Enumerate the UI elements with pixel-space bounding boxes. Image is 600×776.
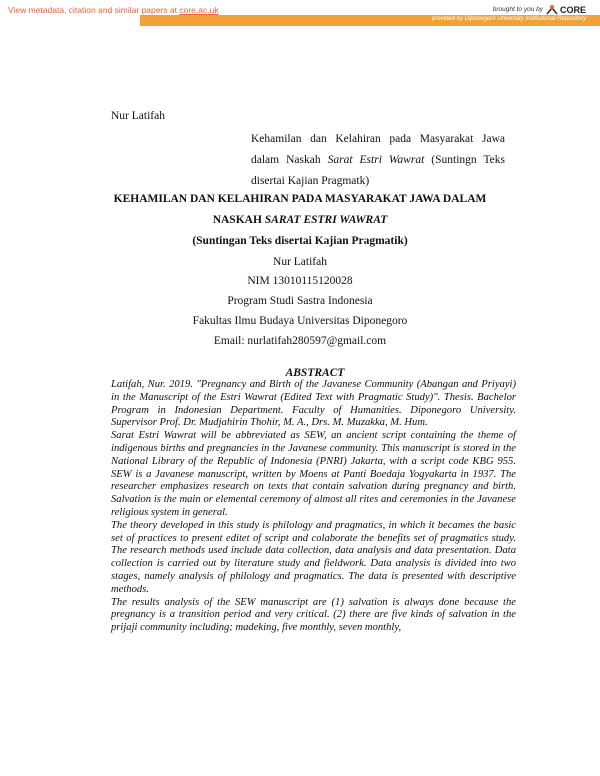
core-link[interactable]: core.ac.uk [179, 5, 219, 15]
abstract-heading: ABSTRACT [285, 367, 345, 379]
title-line-2 [0, 214, 600, 226]
core-banner [0, 0, 600, 28]
provider-band [140, 15, 600, 26]
running-title-italic: Sarat Estri Wawrat [327, 154, 425, 166]
core-label: CORE [559, 4, 586, 15]
study-program: Program Studi Sastra Indonesia [227, 295, 373, 307]
provided-by-text: provided by Diponegoro University Institutional Repository [431, 16, 586, 22]
metadata-text: View metadata, citation and similar papers at [8, 5, 180, 15]
faculty: Fakultas Ilmu Budaya Universitas Diponegoro [192, 315, 408, 327]
abstract-body [111, 379, 516, 635]
email: Email: nurlatifah280597@gmail.com [213, 335, 387, 347]
metadata-link-line[interactable] [8, 5, 219, 15]
core-logo[interactable] [546, 4, 586, 15]
abstract-paragraph: The theory developed in this study is philology and pragmatics, in which it becames the basic set of practices to present editet of script and colaborate the benefits set of pragmatics study. The research methods used include data collection, data analysis and data presentation. Data collection is carried out by literature study and fieldwork. Data analysis is divided into two stages, namely analysis of philology and pragmatics. The data is presented with descriptive methods. [111, 519, 516, 595]
brought-to-you-text: brought to you by [492, 6, 543, 13]
header-author: Nur Latifah [111, 110, 165, 122]
running-title-pre: Kehamilan dan Kelahiran pada Masyarakat Jawa dalam Naskah [251, 133, 505, 166]
author-nim: NIM 13010115120028 [247, 275, 353, 287]
core-logo-icon [546, 4, 558, 15]
title-line-2-pre: NASKAH [212, 214, 265, 226]
brought-by [493, 4, 586, 15]
abstract-paragraph: Sarat Estri Wawrat will be abbreviated as SEW, an ancient script containing the theme of indigenous births and pregnancies in the Javanese community. This manuscript is stored in the National Library of the Republic of Indonesia (PNRI) Jakarta, with a script code KBG 955. SEW is a Javanese manuscript, written by Moens at Panti Boedaja Yogyakarta in 1937. The researcher emphasizes research on texts that contain salvation during pregnancy and birth. Salvation is the main or elemental ceremony of almost all rites and ceremonies in the Javanese religious system in general. [111, 430, 516, 518]
abstract-paragraph: The results analysis of the SEW manuscript are (1) salvation is always done because the pregnancy is a transition period and very critical. (2) there are five kinds of salvation in the prijaji community including; madeking, five monthly, seven monthly, [111, 596, 516, 634]
running-title [251, 129, 505, 192]
subtitle: (Suntingan Teks disertai Kajian Pragmatik) [192, 235, 408, 247]
title-line-1: KEHAMILAN DAN KELAHIRAN PADA MASYARAKAT JAWA DALAM [113, 193, 487, 205]
title-line-2-italic: SARAT ESTRI WAWRAT [264, 214, 388, 226]
author-name: Nur Latifah [273, 256, 327, 268]
abstract-paragraph: Latifah, Nur. 2019. "Pregnancy and Birth of the Javanese Community (Abangan and Priyayi) in the Manuscript of the Estri Wawrat (Edited Text with Pragmatic Study)". Thesis. Bachelor Program in Indonesian Department. Faculty of Humanities. Diponegoro University. Supervisor Prof. Dr. Mudjahirin Thohir, M. A., Drs. M. Muzakka, M. Hum. [111, 379, 516, 429]
running-title-post: (Suntingn Teks disertai Kajian Pragmatk) [251, 154, 506, 187]
